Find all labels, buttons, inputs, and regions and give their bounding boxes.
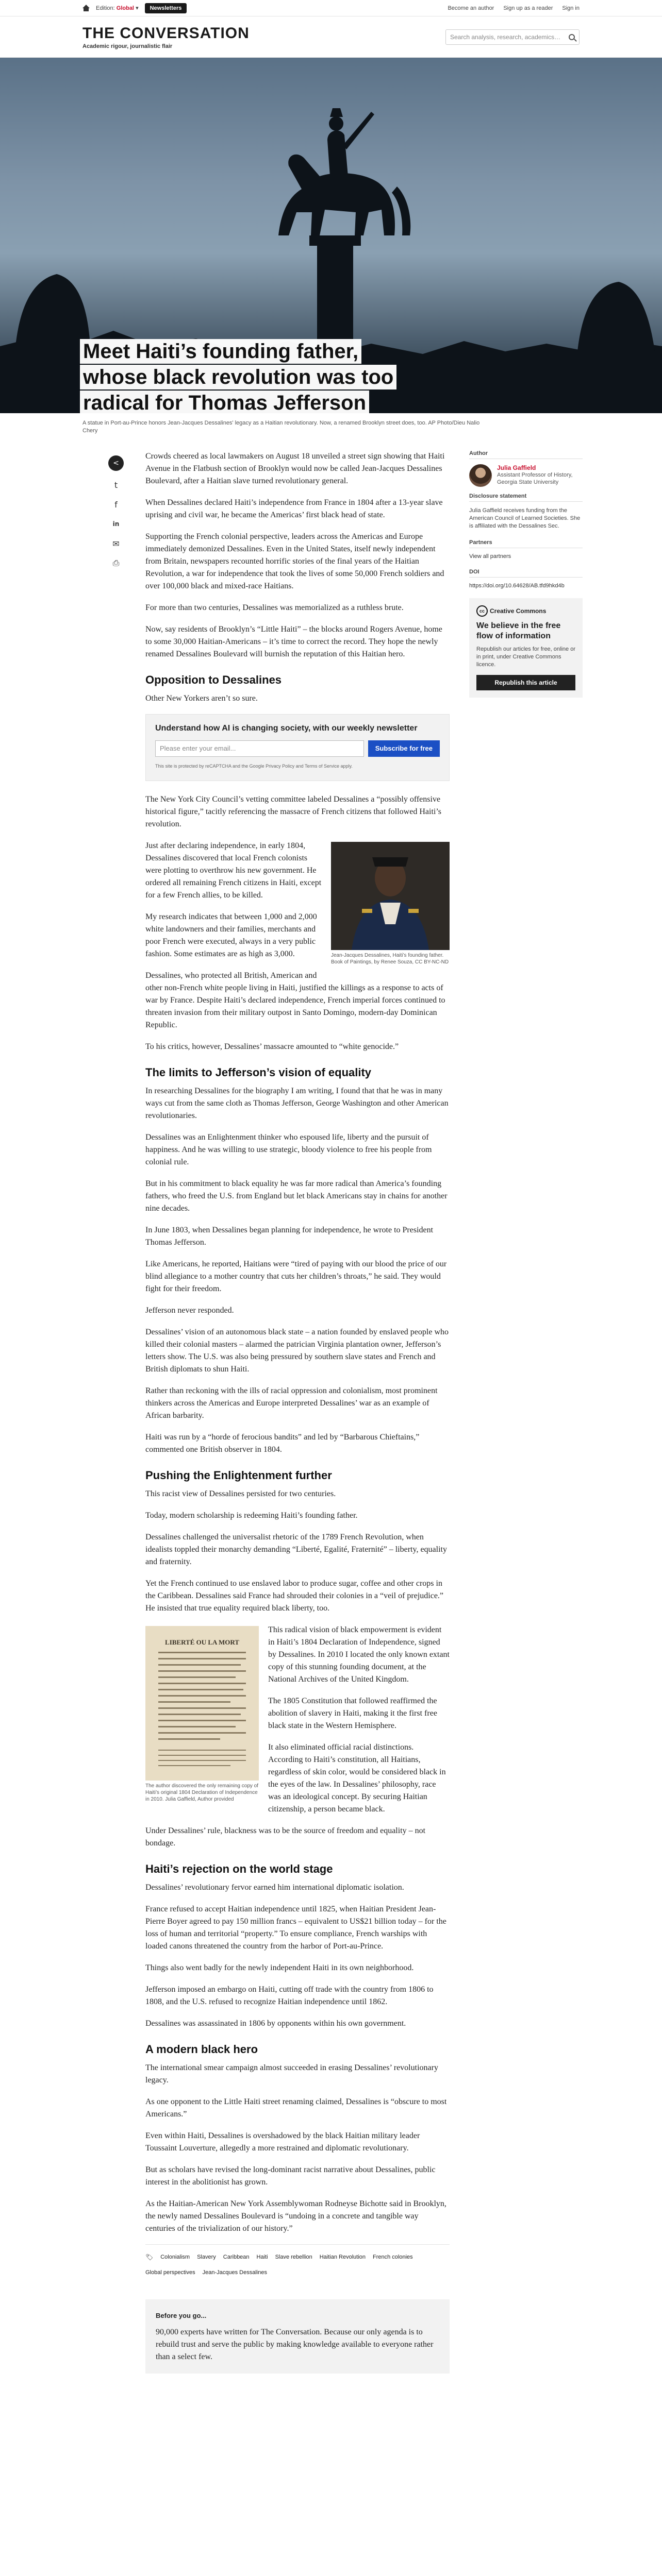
tag-link[interactable]: Slave rebellion <box>275 2254 312 2260</box>
paragraph: Dessalines was assassinated in 1806 by opponents within his own government. <box>145 2019 406 2028</box>
paragraph: This racist view of Dessalines persisted for two centuries. <box>145 1489 336 1498</box>
paragraph: As one opponent to the Little Haiti street renaming claimed, Dessalines is “obscure to most Americans.” <box>145 2097 447 2119</box>
home-icon[interactable] <box>82 5 90 12</box>
paragraph: The international smear campaign almost succeeded in erasing Dessalines’ revolutionary legacy. <box>145 2063 438 2084</box>
article-body <box>145 450 450 2374</box>
declaration-document[interactable] <box>145 1626 259 1781</box>
facebook-icon[interactable]: f <box>114 499 118 510</box>
hero-image <box>0 58 662 413</box>
twitter-icon[interactable]: t <box>114 480 118 490</box>
paragraph: Today, modern scholarship is redeeming Haiti’s founding father. <box>145 1511 358 1520</box>
paragraph: This radical vision of black empowerment is evident in Haiti’s 1804 Declaration of Independence, signed by Dessalines. In 2010 I located the only known extant copy of this stunning founding document, at the National Archives of the United Kingdom. <box>268 1625 450 1684</box>
tag-link[interactable]: Colonialism <box>160 2254 190 2260</box>
paragraph: Crowds cheered as local lawmakers on August 18 unveiled a street sign showing that Haiti Avenue in the Flatbush section of Brooklyn would now be called Jean-Jacques Dessalines Boulevard, after a Haitian slave turned revolutionary general. <box>145 452 445 485</box>
paragraph: But as scholars have revised the long-dominant racist narrative about Dessalines, public interest in the abolitionist has grown. <box>145 2165 436 2187</box>
paragraph: When Dessalines declared Haiti’s independence from France in 1804 after a 13-year slave uprising and civil war, he became the Americas’ first black head of state. <box>145 498 443 519</box>
paragraph: Haiti was run by a “horde of ferocious bandits” and led by “Barbarous Chieftains,” commented one British observer in 1804. <box>145 1433 420 1454</box>
paragraph: Yet the French continued to use enslaved labor to produce sugar, coffee and other crops in the Caribbean. Dessalines said France had shrouded their colonies in a “veil of prejudice.” He insisted that true equality required black liberty, too. <box>145 1579 444 1613</box>
avatar[interactable] <box>469 464 492 487</box>
headline-block <box>80 338 420 413</box>
share-bar <box>108 455 124 569</box>
newsletter-signup <box>145 714 450 781</box>
site-tagline: Academic rigour, journalistic flair <box>82 43 173 49</box>
print-icon[interactable]: ⎙ <box>112 558 120 568</box>
paragraph: Dessalines’ revolutionary fervor earned him international diplomatic isolation. <box>145 1883 404 1892</box>
paragraph: France refused to accept Haitian independence until 1825, when Haitian President Jean-Pierre Boyer agreed to pay 150 million francs – equivalent to US$21 billion today – for the loss of human and territorial “property.” To ensure compliance, French warships with loaded canons threatened the country from the harbor of Port-au-Prince. <box>145 1905 446 1951</box>
sidebar <box>469 450 583 698</box>
page-title <box>80 338 420 413</box>
paragraph: Dessalines challenged the universalist rhetoric of the 1789 French Revolution, when idealists toppled their monarchy demanding “Liberté, Egalité, Fraternité” – liberty, equality and fraternity. <box>145 1533 447 1566</box>
disclosure-text: Julia Gaffield receives funding from the American Council of Learned Societies. She is affiliated with the Dessalines Sec. <box>469 507 581 529</box>
chevron-down-icon: ▾ <box>136 5 139 11</box>
newsletter-form <box>155 740 440 757</box>
figure-caption: The author discovered the only remaining copy of Haiti’s original 1804 Declaration of Independence in 2010. Julia Gaffield, Author provided <box>145 1783 259 1802</box>
republish-button[interactable]: Republish this article <box>476 675 575 690</box>
section-heading: Opposition to Dessalines <box>145 673 282 686</box>
portrait-art <box>331 842 450 950</box>
paragraph: In researching Dessalines for the biography I am writing, I found that that he was in many ways cut from the same cloth as Thomas Jefferson, George Washington and other American revolutionaries. <box>145 1087 449 1120</box>
sign-in-link[interactable]: Sign in <box>562 5 580 11</box>
utility-bar <box>0 0 662 16</box>
become-author-link[interactable]: Become an author <box>448 5 494 11</box>
subscribe-button[interactable]: Subscribe for free <box>368 740 440 757</box>
paragraph: To his critics, however, Dessalines’ massacre amounted to “white genocide.” <box>145 1042 399 1051</box>
paragraph: Jefferson imposed an embargo on Haiti, cutting off trade with the country from 1806 to 1808, and the U.S. refused to recognize Haitian independence until 1862. <box>145 1985 434 2006</box>
brand <box>82 25 445 49</box>
tag-icon: 🏷 <box>145 2253 154 2261</box>
search-icon[interactable] <box>569 34 575 40</box>
paragraph: For more than two centuries, Dessalines was memorialized as a ruthless brute. <box>145 603 404 612</box>
cc-title: We believe in the free flow of information <box>476 621 561 640</box>
cc-text: Republish our articles for free, online or in print, under Creative Commons licence. <box>476 646 575 668</box>
disclosure-heading: Disclosure statement <box>469 493 583 502</box>
paragraph: Things also went badly for the newly independent Haiti in its own neighborhood. <box>145 1963 414 1972</box>
declaration-figure <box>145 1626 259 1803</box>
cc-logo <box>476 605 575 617</box>
document-art <box>145 1626 259 1781</box>
paragraph: Under Dessalines’ rule, blackness was to be the source of freedom and equality – not bondage. <box>145 1826 426 1848</box>
document-heading: LIBERTÉ OU LA MORT <box>165 1638 239 1646</box>
paragraph: The New York City Council’s vetting committee labeled Dessalines a “possibly offensive historical figure,” tacitly referencing the massacre of French citizens that followed Haiti’s revolution. <box>145 795 441 828</box>
paragraph: Jefferson never responded. <box>145 1306 234 1315</box>
view-partners-link[interactable]: View all partners <box>469 553 511 560</box>
edition-selector[interactable] <box>96 5 139 11</box>
tag-link[interactable]: Jean-Jacques Dessalines <box>202 2269 267 2276</box>
email-icon[interactable]: ✉ <box>112 538 120 549</box>
site-logo[interactable]: THE CONVERSATION <box>82 24 250 42</box>
author-heading: Author <box>469 450 583 459</box>
edition-value: Global <box>116 5 134 11</box>
section-heading: Haiti’s rejection on the world stage <box>145 1862 333 1875</box>
before-text: 90,000 experts have written for The Conversation. Because our only agenda is to rebuild trust and serve the public by making knowledge available to everyone rather than a select few. <box>156 2328 434 2361</box>
tag-list <box>145 2244 450 2279</box>
tag-link[interactable]: Haitian Revolution <box>319 2254 366 2260</box>
tag-link[interactable]: Caribbean <box>223 2254 250 2260</box>
headline-text: Meet Haiti’s founding father, whose black revolution was too radical for Thomas Jefferson <box>80 339 396 413</box>
sign-up-link[interactable]: Sign up as a reader <box>503 5 553 11</box>
partners-heading: Partners <box>469 539 583 548</box>
section-heading: The limits to Jefferson’s vision of equality <box>145 1066 372 1079</box>
paragraph: Dessalines was an Enlightenment thinker who espoused life, liberty and the pursuit of happiness. And he was willing to use strategic, bloody violence to free his people from colonial rule. <box>145 1133 432 1166</box>
tag-link[interactable]: French colonies <box>373 2254 413 2260</box>
figure-caption: Jean-Jacques Dessalines, Haiti’s founding father. Book of Paintings, by Renee Souza, CC BY-NC-ND <box>331 953 449 965</box>
portrait-figure <box>331 842 450 965</box>
tag-link[interactable]: Haiti <box>256 2254 268 2260</box>
cc-brand: Creative Commons <box>490 607 547 615</box>
newsletter-title: Understand how AI is changing society, with our weekly newsletter <box>155 724 418 733</box>
section-heading: A modern black hero <box>145 2043 258 2056</box>
paragraph: It also eliminated official racial distinctions. According to Haiti’s constitution, all Haitians, regardless of skin color, would be considered black in the eyes of the law. In Dessalines’ philosophy, race was an ideological concept. By securing Haitian citizenship, a person became black. <box>268 1743 446 1814</box>
tag-link[interactable]: Slavery <box>197 2254 216 2260</box>
search-input[interactable] <box>445 29 580 45</box>
hero-caption: A statue in Port-au-Prince honors Jean-Jacques Dessalines' legacy as a Haitian revolutionary. Now, a renamed Brooklyn street does, too. AP Photo/Dieu Nalio Chery <box>82 420 480 434</box>
paragraph: My research indicates that between 1,000 and 2,000 white landowners and their families, merchants and poor French were executed, always in a very public fashion. Some estimates are as high as 3,000. <box>145 912 317 958</box>
paragraph: As the Haitian-American New York Assemblywoman Rodneyse Bichotte said in Brooklyn, the newly named Dessalines Boulevard is “undoing in a concrete and tangible way centuries of the trivialization of our history.” <box>145 2199 446 2233</box>
before-title: Before you go... <box>156 2312 207 2319</box>
paragraph: But in his commitment to black equality he was far more radical than America’s founding fathers, who freed the U.S. from England but let black Americans stay in chains for another nine decades. <box>145 1179 448 1213</box>
paragraph: Even within Haiti, Dessalines is overshadowed by the black Haitian military leader Toussaint Louverture, allegedly a more restrained and diplomatic revolutionary. <box>145 2131 420 2153</box>
paragraph: Just after declaring independence, in early 1804, Dessalines discovered that local French colonists were plotting to overthrow his new government. He ordered all remaining French citizens in Haiti, except for a few French allies, to be killed. <box>145 841 322 900</box>
paragraph: Rather than reckoning with the ills of racial oppression and colonialism, most prominent thinkers across the Americas and Europe interpreted Dessalines’ war as an example of African barbarity. <box>145 1386 438 1420</box>
article-layout <box>0 435 662 2361</box>
creative-commons-icon: cc <box>476 605 488 617</box>
doi-heading: DOI <box>469 569 583 578</box>
newsletter-fine-print: This site is protected by reCAPTCHA and the Google Privacy Policy and Terms of Service apply. <box>155 764 353 769</box>
share-icon[interactable]: < <box>108 455 124 471</box>
paragraph: Like Americans, he reported, Haitians were “tired of paying with our blood the price of our blind allegiance to a mother country that cuts her children’s throats,” he said. They would fight for their freedom. <box>145 1260 447 1293</box>
newsletters-button[interactable]: Newsletters <box>145 3 187 13</box>
site-header <box>0 16 662 58</box>
paragraph: Now, say residents of Brooklyn’s “Little Haiti” – the blocks around Rogers Avenue, home to some 30,000 Haitian-Americans – it’s time to correct the record. They hope the newly renamed Dessalines Boulevard will burnish the reputation of this Haitian hero. <box>145 625 442 658</box>
paragraph: Dessalines’ vision of an autonomous black state – a nation founded by enslaved people who killed their colonial masters – alarmed the patrician Virginia plantation owner, Jefferson’s letters show. The U.S. was also being pressured by southern slave states and French and British diplomats to shun Haiti. <box>145 1328 449 1374</box>
paragraph: Supporting the French colonial perspective, leaders across the Americas and Europe immediately demonized Dessalines. Even in the United States, itself newly independent from Britain, newspapers recounted horrific stories of the final years of the Haitian Revolution, a war for independence that took the lives of some 50,000 French soldiers and over 100,000 black and mixed-race Haitians. <box>145 532 444 590</box>
author-name[interactable]: Julia Gaffield <box>497 464 536 471</box>
doi-link[interactable]: https://doi.org/10.64628/AB.tfd9hkd4b <box>469 583 565 589</box>
republish-box <box>469 598 583 698</box>
dessalines-portrait[interactable] <box>331 842 450 950</box>
section-heading: Pushing the Enlightenment further <box>145 1469 332 1482</box>
edition-label: Edition: <box>96 5 115 11</box>
linkedin-icon[interactable]: in <box>112 520 120 528</box>
paragraph: Dessalines, who protected all British, American and other non-French white people living in Haiti, justified the killings as a response to acts of war by France. Despite Haiti’s declared independence, French imperial forces continued to threaten invasion from their military outpost in Santo Domingo, modern-day Dominican Republic. <box>145 971 445 1029</box>
email-field[interactable]: Please enter your email... <box>155 740 364 757</box>
before-you-go <box>145 2299 450 2374</box>
author-role: Assistant Professor of History, Georgia State University <box>497 472 573 485</box>
tag-link[interactable]: Global perspectives <box>145 2269 195 2276</box>
paragraph: The 1805 Constitution that followed reaffirmed the abolition of slavery in Haiti, making it the first free black state in the Western Hemisphere. <box>268 1697 437 1730</box>
author-card[interactable] <box>469 464 583 487</box>
paragraph: In June 1803, when Dessalines began planning for independence, he wrote to President Thomas Jefferson. <box>145 1226 434 1247</box>
search-placeholder: Search analysis, research, academics… <box>450 33 561 41</box>
paragraph: Other New Yorkers aren’t so sure. <box>145 694 258 703</box>
